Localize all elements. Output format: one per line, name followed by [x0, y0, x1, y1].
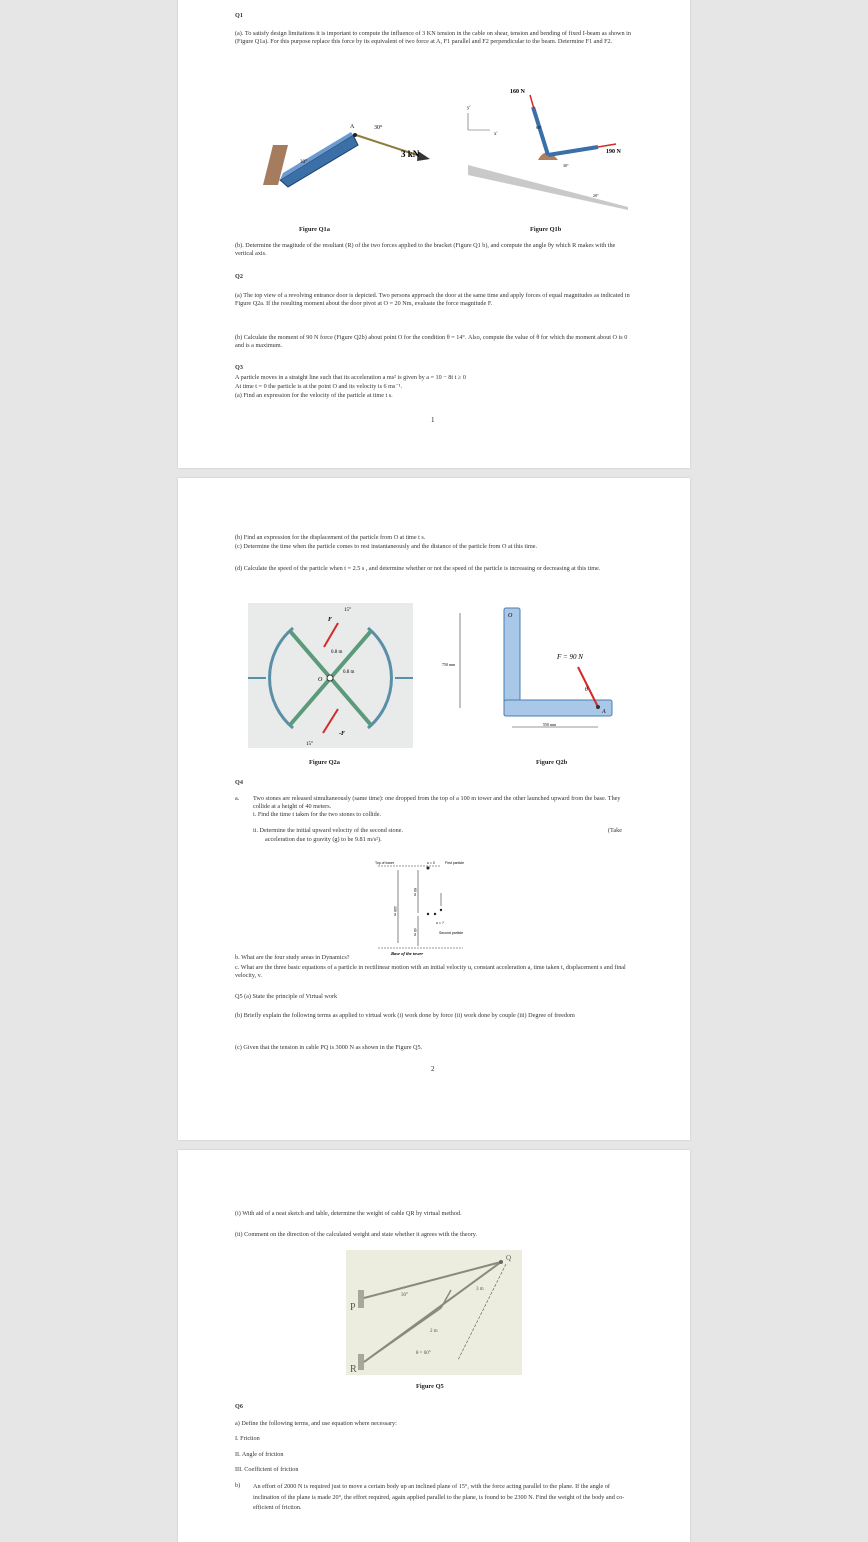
q4c-text: c. What are the three basic equations of a particle in rectilinear motion with an initial velocity u, constant acceleration a, time taken t, displacement s and final velocity, v.	[235, 964, 626, 979]
label-r: R	[350, 1364, 357, 1375]
q2b-text: (b) Calculate the moment of 90 N force (Figure Q2b) about point O for the condition θ = 14°. Also, compute the value of θ for which the moment about O is 0 and is a maximum.	[235, 334, 628, 349]
u0-label: u = 0	[427, 861, 435, 865]
angle-label: θ	[585, 687, 588, 693]
q4a-take: (Take	[608, 827, 622, 834]
pivot-o	[327, 675, 333, 681]
angle-beam-label: 30°	[300, 160, 307, 165]
arrow-160	[530, 95, 534, 109]
pivot-label: O	[318, 677, 323, 683]
collision-dot-1	[427, 913, 429, 915]
q3-heading: Q3	[235, 364, 243, 371]
figure-q1b	[458, 85, 638, 210]
q5c-text: (c) Given that the tension in cable PQ is 3000 N as shown in the Figure Q5.	[235, 1044, 423, 1051]
i-beam-flange	[280, 132, 353, 180]
first-particle-dot	[427, 867, 430, 870]
angle-a-label: 60°	[536, 125, 542, 130]
force-top-label: 160 N	[510, 89, 525, 95]
q3d-text: (d) Calculate the speed of the particle when t = 2.5 s , and determine whether or not the speed of the particle is increasing or decreasing at this time.	[235, 565, 601, 572]
page-1	[178, 0, 690, 468]
angle-top-label: 30°	[374, 125, 383, 131]
length-2-label: 2 m	[430, 1329, 438, 1334]
joint-q	[499, 1260, 503, 1264]
arrow-190	[598, 144, 616, 147]
figure-q1a	[258, 85, 438, 195]
q3b-text: (b) Find an expression for the displacement of the particle from O at time t s.	[235, 534, 426, 541]
h100-label: 100 m	[393, 906, 397, 916]
q3c-text: (c) Determine the time when the particle comes to rest instantaneously and the distance of the particle from O at this time.	[235, 543, 538, 550]
rod-160	[533, 107, 548, 155]
collision-dot-2	[434, 913, 436, 915]
q5c-i-text: (i) With aid of a neat sketch and table, determine the weight of cable QR by virtual method.	[235, 1210, 462, 1217]
dim-top-label: 0.8 m	[331, 650, 343, 655]
force-top-label: F	[328, 617, 333, 623]
page-number-1: 1	[431, 416, 435, 424]
q4-heading: Q4	[235, 779, 243, 786]
angle-60-label: θ = 60°	[416, 1351, 431, 1356]
q4a-i-text: i. Find the time t taken for the two stones to collide.	[253, 811, 382, 818]
q6a-i-text: I. Friction	[235, 1435, 260, 1442]
page-3	[178, 1150, 690, 1542]
axis-x-label: x'	[494, 132, 498, 137]
q4a-ii-continued: acceleration due to gravity (g) to be 9.81 m/s²).	[265, 836, 382, 843]
q1a-text: (a). To satisfy design limitations it is important to compute the influence of 3 KN tension in the cable on shear, tension and bending of fixed I-beam as shown in (Figure Q1a). For this purpose replace this force by its equivalent of two force at A, F1 parallel and F2 perpendicular to the beam. Determine F1 and F2.	[235, 30, 631, 45]
label-p: P	[350, 1302, 356, 1313]
angle-bottom-label: 15°	[306, 742, 313, 747]
q4a-text: Two stones are released simultaneously (same time): one dropped from the top of a 100 m tower and the other launched upward from the base. They collide at a height of 40 meters.	[253, 795, 621, 810]
point-a-marker	[596, 705, 600, 709]
q1b-text: (b). Determine the magitude of the resultant (R) of the two forces applied to the bracket (Figure Q1 b), and compute the angle θy which R makes with the vertical axis.	[235, 242, 616, 257]
first-particle-label: First particle	[445, 861, 465, 865]
length-1-label: 3 m	[476, 1287, 484, 1292]
h60-label: 60 m	[413, 888, 417, 896]
figure-q2a	[248, 603, 413, 748]
q2-heading: Q2	[235, 273, 243, 280]
support-r	[358, 1354, 364, 1370]
q3a-text: (a) Find an expression for the velocity of the particle at time t s.	[235, 392, 393, 399]
page-2	[178, 478, 690, 1140]
point-a-marker	[353, 133, 357, 137]
dim-right-label: 0.8 m	[343, 670, 355, 675]
figure-q2b	[440, 603, 615, 748]
angle-b-label: 30°	[563, 163, 569, 168]
support-p	[358, 1290, 364, 1308]
q4b-text: b. What are the four study areas in Dynamics?	[235, 954, 350, 961]
h40-label: 40 m	[413, 928, 417, 936]
force-label: F = 90 N	[557, 653, 583, 661]
q3-line-1: A particle moves in a straight line such that its acceleration a ms² is given by a = 10 − 8t t ≥ 0	[235, 374, 466, 381]
q6a-ii-text: II. Angle of friction	[235, 1451, 284, 1458]
top-of-tower-label: Top of tower	[375, 861, 395, 865]
q6-heading: Q6	[235, 1403, 243, 1410]
force-bottom-label: -F	[339, 731, 345, 737]
q4a-ii-text: ii. Determine the initial upward velocity of the second stone.	[253, 827, 404, 834]
pivot-o-label: O	[508, 613, 513, 619]
incline	[468, 165, 628, 210]
collision-dot-3	[440, 909, 442, 911]
force-label: 3 kN	[401, 149, 420, 159]
q6a-text: a) Define the following terms, and use equation where necessary:	[235, 1420, 397, 1427]
rod-190	[548, 147, 598, 155]
axis-y-label: y'	[467, 106, 471, 111]
figure-q1a-caption: Figure Q1a	[299, 226, 330, 233]
width-label: 550 mm	[543, 722, 557, 727]
figure-q2a-caption: Figure Q2a	[309, 759, 340, 766]
q6b-label: b)	[235, 1482, 241, 1489]
figure-q2b-caption: Figure Q2b	[536, 759, 568, 766]
figure-q1b-caption: Figure Q1b	[530, 226, 562, 233]
force-right-label: 190 N	[606, 149, 621, 155]
second-particle-label: Second particle	[439, 931, 464, 935]
point-a-label: A	[350, 124, 355, 130]
q6a-iii-text: III. Coefficient of friction	[235, 1466, 299, 1473]
height-label: 750 mm	[442, 662, 456, 667]
u-unknown-label: u = ?	[436, 921, 444, 925]
page-number-2: 2	[431, 1065, 435, 1073]
q2a-text: (a) The top view of a revolving entrance door is depicted. Two persons approach the door at the same time and apply forces of equal magnitudes as indicated in Figure Q2a. If the resulting moment about the door pivot at O = 20 Nm, evaluate the force magnitude F.	[235, 292, 630, 307]
angle-top-label: 15°	[344, 608, 351, 613]
q6b-text: An effort of 2000 N is required just to move a certain body up an inclined plane of 15°, with the force acting parallel to the plane. If the angle of inclination of the plane is made 20°, the effort required, again applied parallel to the plane, is found to be 2300 N. Find the weight of the body and co-efficient of friction.	[253, 1483, 625, 1511]
q5b-text: (b) Briefly explain the following terms as applied to virtual work (i) work done by force (ii) work done by couple (iii) Degree of freedom	[235, 1012, 575, 1019]
label-q: Q	[506, 1254, 512, 1262]
figure-q5-caption: Figure Q5	[416, 1383, 444, 1390]
figure-q4	[373, 858, 473, 958]
angle-30-label: 30°	[401, 1293, 408, 1298]
figure-q5	[346, 1250, 522, 1375]
q1-heading: Q1	[235, 12, 243, 19]
q5c-ii-text: (ii) Comment on the direction of the calculated weight and state whether it agrees with the theory.	[235, 1231, 478, 1238]
point-a-label: A	[602, 709, 606, 715]
angle-c-label: 20°	[593, 193, 599, 198]
q5a-text: Q5 (a) State the principle of Virtual work	[235, 993, 338, 1000]
q4a-label: a.	[235, 795, 240, 802]
q3-line-2: At time t = 0 the particle is at the point O and its velocity is 6 ms⁻¹.	[235, 383, 403, 390]
i-beam	[280, 135, 358, 187]
base-of-tower-label: Base of the tower	[391, 951, 424, 956]
